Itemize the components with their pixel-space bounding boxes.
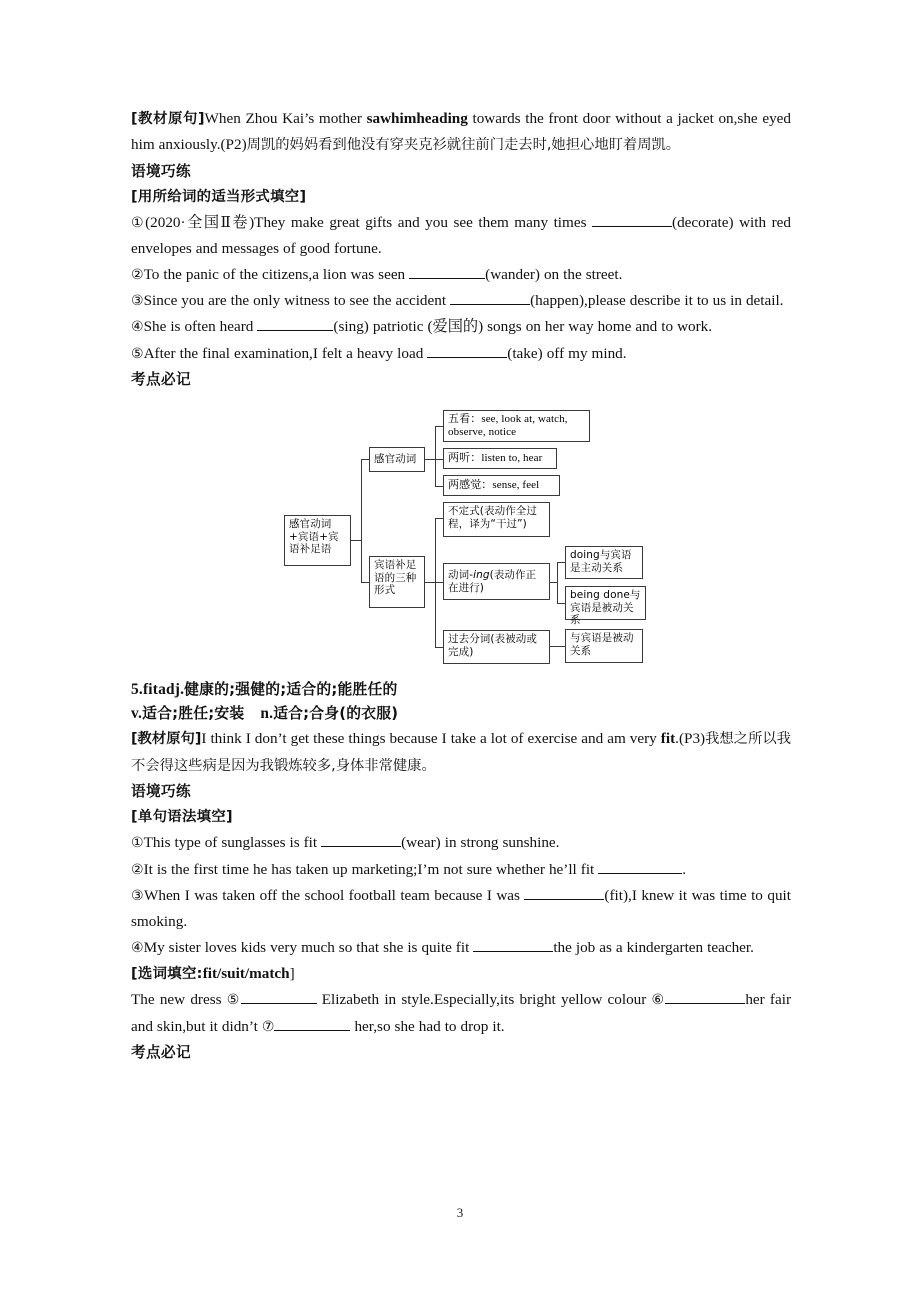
cloze-part1: The new dress [131,991,227,1009]
connector-line [435,486,443,487]
question-hint: (wander) [485,265,540,283]
question-suffix: in strong sunshine. [440,834,560,852]
question-1-3 [131,288,791,314]
diagram-past-participle-box: 过去分词(表被动或完成) [443,630,550,664]
diagram-two-feel-box [443,475,560,496]
sensory-verb-object-complement-diagram [280,398,680,668]
apostrophe-1: ’ [304,110,309,127]
question-marker: ① [131,835,144,852]
entry-pos-v: v. [131,705,143,723]
connector-line [435,426,443,427]
diagram-passive-relation-box: 与宾语是被动关系 [565,629,643,663]
question-1-2 [131,262,791,288]
practice-heading-1: 语境巧练 [131,162,191,180]
question-suffix: ,I knew it was time to quit smoking. [131,887,791,931]
textbook-sentence-label-1: [教材原句] [131,111,205,127]
question-marker: ④ [131,319,144,336]
question-marker: ③ [131,293,144,310]
instruction-1-text: [用所给词的适当形式填空] [131,188,307,205]
key-points-heading-1: 考点必记 [131,370,191,388]
question-1-4 [131,314,791,340]
question-text: She is often heard [143,318,258,336]
two-feel-verbs: sense, feel [492,479,540,492]
diagram-two-listen-box [443,448,557,469]
connector-line [557,562,558,603]
connector-line [550,646,565,647]
connector-line [435,518,443,519]
textbook-sentence-en-after-1: towards the front door without a jacket on,she eyed him anxiously.(P2) [131,110,791,154]
entry-spacer [244,705,260,722]
diagram-branch2-label: 宾语补足语的三种形式 [369,556,425,608]
diagram-branch1-label: 感官动词 [369,447,425,472]
entry-pos-adj: adj. [158,681,185,699]
verb-ing-prefix: 动词- [448,569,474,582]
verb-ing-suffix: (表动作正在进行) [448,569,537,594]
question-suffix: patriotic (爱国的) songs on her way home and to work. [368,318,713,336]
entry-meaning-n: 适合;合身(的衣服) [273,705,399,723]
question-1-5 [131,341,791,367]
diagram-five-see-box [443,410,590,442]
question-hint: (sing) [333,318,369,336]
entry-5-line1 [131,678,791,702]
instruction-2-text: [单句语法填空] [131,809,233,826]
wordbank-suffix: ] [289,964,295,982]
connector-line [361,459,369,460]
entry-5-line2 [131,702,791,726]
textbook-sentence-cn-2: 我想之所以我不会得这些病是因为我锻炼较多,身体非常健康。 [131,731,792,774]
answer-blank[interactable] [592,213,672,227]
entry-meaning-adj: 健康的;强健的;适合的;能胜任的 [184,681,398,699]
connector-line [435,426,436,486]
answer-blank[interactable] [409,265,485,279]
five-see-label: 五看： [448,412,482,426]
question-1-1 [131,210,791,262]
connector-line [557,562,565,563]
question-suffix: ,please describe it to us in detail. [584,292,784,310]
textbook-sentence-p2 [131,106,791,159]
diagram-infinitive-box: 不定式(表动作全过程，译为“干过”) [443,502,550,537]
answer-blank[interactable] [450,291,530,305]
answer-blank[interactable] [427,344,507,358]
cloze-part4: her,so she had to drop it. [350,1017,505,1035]
question-text: It is the first time he has taken up marketing;I’m not sure whether he’ll fit [143,860,599,878]
question-marker: ③ [131,888,145,905]
textbook-sentence-p3 [131,726,791,779]
answer-blank[interactable] [274,1017,350,1031]
question-text: After the final examination,I felt a heavy load [143,344,428,362]
cloze-part3: her fair and skin,but it didn’t [131,991,792,1035]
question-marker: ② [131,266,144,283]
question-text: When I was taken off the school football team because I was [144,887,525,905]
practice-heading-2: 语境巧练 [131,782,191,800]
question-marker: ④ [131,939,144,956]
question-marker: ⑤ [131,345,144,362]
textbook-sentence-en-before-2: I think I don [201,730,278,748]
connector-line [557,603,565,604]
question-suffix: on the street. [539,265,623,283]
five-see-verbs: see, look at, watch, observe, notice [448,413,568,439]
question-marker: ② [131,861,144,878]
apostrophe-2: ’ [277,730,283,748]
question-text: This type of sunglasses is fit [143,834,322,852]
diagram-being-done-relation-box: being done与宾语是被动关系 [565,586,646,620]
cloze-paragraph [131,987,791,1040]
question-text: To the panic of the citizens,a lion was seen [143,265,410,283]
textbook-sentence-en-after-2: .(P3) [675,730,706,748]
textbook-sentence-en-before-1: When Zhou Kai [204,110,305,127]
question-hint: (decorate) [672,214,734,232]
diagram-verb-ing-box [443,563,550,600]
question-marker: ① [131,215,146,232]
question-text: (2020·全国Ⅱ卷)They make great gifts and you see them many times [145,214,593,232]
answer-blank[interactable] [598,860,682,874]
cloze-part2: Elizabeth in style.Especially,its bright yellow colour [316,991,652,1009]
question-2-4 [131,935,791,961]
instruction-2 [131,804,791,830]
question-text: Since you are the only witness to see the accident [143,292,451,310]
textbook-sentence-label-2: [教材原句] [131,731,202,748]
page-number: 3 [456,1205,464,1220]
answer-blank[interactable] [241,990,317,1004]
cloze-marker-6: ⑥ [651,992,666,1009]
entry-word: fit [142,681,159,699]
two-listen-label: 两听： [448,451,482,465]
textbook-sentence-cn-1: 周凯的妈妈看到他没有穿夹克衫就往前门走去时,她担心地盯着周凯。 [246,137,681,154]
textbook-bold-phrase-1: sawhimheading [366,110,468,127]
question-hint: (happen) [530,292,585,310]
textbook-bold-phrase-2: fit [660,730,676,748]
wordbank-words: fit/suit/match [202,964,290,982]
instruction-1 [131,184,791,210]
question-hint: (take) [507,344,543,362]
question-suffix: . [682,860,687,878]
question-2-2 [131,857,791,883]
connector-line [435,582,443,583]
answer-blank[interactable] [257,317,333,331]
question-2-3 [131,883,791,935]
entry-meaning-v: 适合;胜任;安装 [142,705,245,723]
two-feel-label: 两感觉： [448,478,493,492]
two-listen-verbs: listen to, hear [481,452,543,465]
connector-line [361,459,362,582]
wordbank-prefix: [选词填空: [131,965,203,982]
answer-blank[interactable] [321,833,401,847]
wordbank-instruction [131,961,791,987]
question-suffix: off my mind. [542,344,627,362]
connector-line [361,582,369,583]
cloze-marker-5: ⑤ [226,992,241,1009]
entry-number: 5. [131,681,143,699]
connector-line [435,647,443,648]
verb-ing-italic: ing [473,569,490,582]
question-suffix: the job as a kindergarten teacher. [553,938,754,956]
question-2-1 [131,830,791,856]
answer-blank[interactable] [473,938,553,952]
question-hint: (wear) [401,834,441,852]
diagram-root-box: 感官动词+宾语+宾语补足语 [284,515,351,566]
question-suffix: with red envelopes and messages of good fortune. [131,214,792,258]
diagram-doing-relation-box: doing与宾语是主动关系 [565,546,643,579]
question-hint: (fit) [604,887,629,905]
connector-line [435,459,443,460]
textbook-sentence-en-mid-1: s mother [308,110,367,127]
key-points-heading-2: 考点必记 [131,1043,191,1061]
answer-blank[interactable] [665,990,745,1004]
cloze-marker-7: ⑦ [261,1018,275,1035]
textbook-sentence-en-mid-2: t get these things because I take a lot of exercise and am very [282,730,661,748]
question-text: My sister loves kids very much so that she is quite fit [143,938,474,956]
page-content [131,106,791,1065]
answer-blank[interactable] [524,886,604,900]
entry-pos-n: n. [260,705,274,723]
